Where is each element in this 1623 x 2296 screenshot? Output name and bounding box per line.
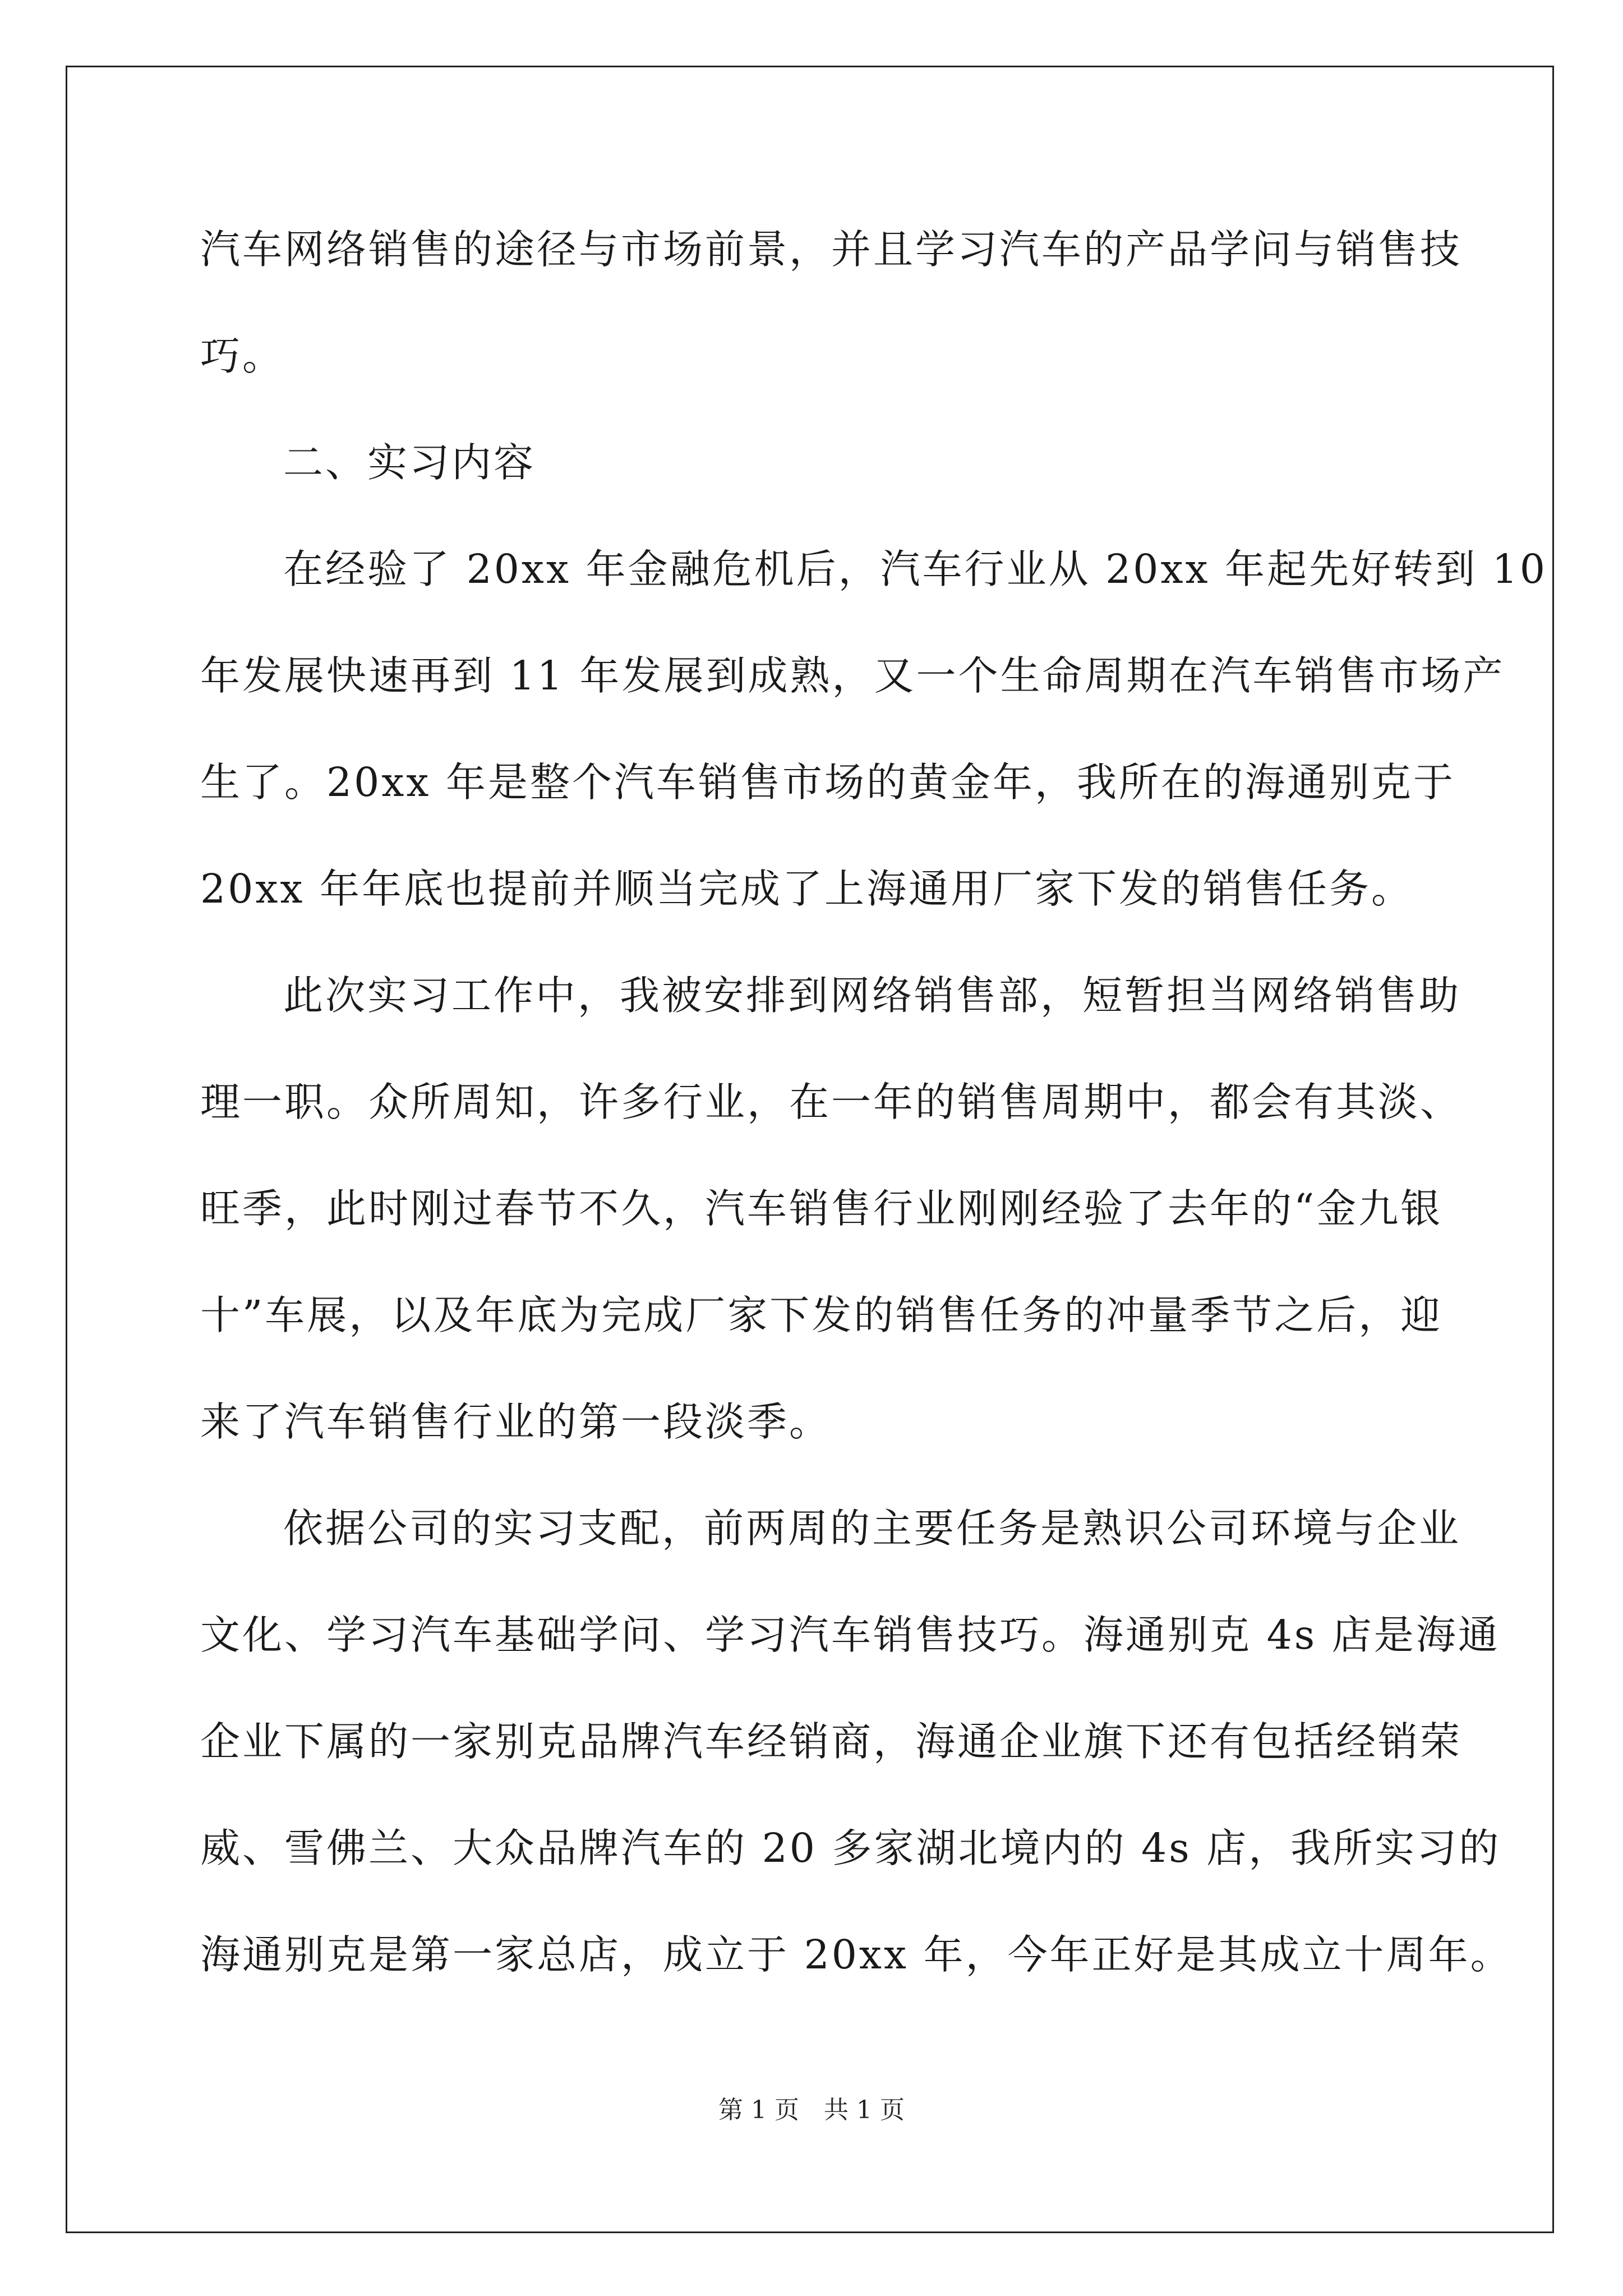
- paragraph-line: 生了。20xx 年是整个汽车销售市场的黄金年，我所在的海通别克于: [200, 759, 1455, 806]
- paragraph-line: 来了汽车销售行业的第一段淡季。: [200, 1398, 832, 1445]
- paragraph-line: 理一职。众所周知，许多行业，在一年的销售周期中，都会有其淡、: [200, 1079, 1463, 1125]
- paragraph-line: 十”车展，以及年底为完成厂家下发的销售任务的冲量季节之后，迎: [200, 1292, 1443, 1338]
- document-body: [200, 196, 1548, 2008]
- paragraph-line: 在经验了 20xx 年金融危机后，汽车行业从 20xx 年起先好转到 10: [283, 546, 1548, 592]
- paragraph-line: 20xx 年年底也提前并顺当完成了上海通用厂家下发的销售任务。: [200, 866, 1413, 912]
- paragraph-line: 依据公司的实习支配，前两周的主要任务是熟识公司环境与企业: [283, 1505, 1461, 1552]
- paragraph-line: 旺季，此时刚过春节不久，汽车销售行业刚刚经验了去年的“金九银: [200, 1185, 1443, 1232]
- paragraph-line: 海通别克是第一家总店，成立于 20xx 年，今年正好是其成立十周年。: [200, 1931, 1513, 1978]
- paragraph-line: 此次实习工作中，我被安排到网络销售部，短暂担当网络销售助: [283, 972, 1461, 1019]
- paragraph-line: 汽车网络销售的途径与市场前景，并且学习汽车的产品学问与销售技: [200, 226, 1463, 273]
- paragraph-line: 巧。: [200, 333, 285, 379]
- paragraph-line: 文化、学习汽车基础学问、学习汽车销售技巧。海通别克 4s 店是海通: [200, 1612, 1500, 1658]
- section-heading: 二、实习内容: [283, 439, 536, 486]
- paragraph-line: 企业下属的一家别克品牌汽车经销商，海通企业旗下还有包括经销荣: [200, 1718, 1463, 1765]
- paragraph-line: 威、雪佛兰、大众品牌汽车的 20 多家湖北境内的 4s 店，我所实习的: [200, 1825, 1501, 1871]
- page-number-footer: 第 1 页 共 1 页: [718, 2096, 905, 2124]
- paragraph-line: 年发展快速再到 11 年发展到成熟，又一个生命周期在汽车销售市场产: [200, 652, 1505, 699]
